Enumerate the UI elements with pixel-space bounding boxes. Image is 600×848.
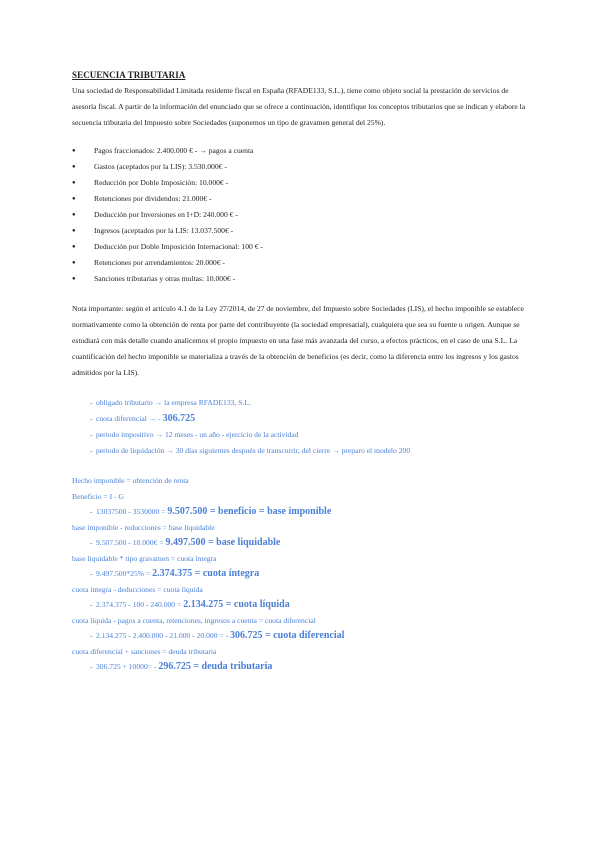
list-item: ● Retenciones por dividendos: 21.000€ -: [72, 191, 532, 207]
step-result: 2.374.375 = cuota íntegra: [152, 568, 260, 579]
step-calc: - 306.725 + 10000= - 296.725 = deuda tributaria: [72, 659, 532, 675]
concept-item: - cuota diferencial → - 306.725: [72, 411, 532, 427]
list-item: ● Pagos fraccionados: 2.400.000 € - → pagos a cuenta: [72, 143, 532, 159]
list-item: ● Deducción por Doble Imposición Internacional: 100 € -: [72, 239, 532, 255]
list-item: ● Sanciones tributarias y otras multas: 10.000€ -: [72, 271, 532, 287]
concept-item: - obligado tributario → la empresa RFADE133, S.L.: [72, 395, 532, 411]
list-item: ● Retenciones por arrendamientos: 20.000€ -: [72, 255, 532, 271]
document-title: SECUENCIA TRIBUTARIA: [72, 70, 186, 80]
tax-sequence: [72, 473, 532, 675]
intro-paragraph: Una sociedad de Responsabilidad Limitada residente fiscal en España (RFADE133, S.L.), tiene como objeto social la prestación de servicios de asesoría fiscal. A partir de la información del enunciado que se ofrece a continuación, identifique los conceptos tributarios que se indican y elabore la secuencia tributaria del Impuesto sobre Sociedades (suponemos un tipo de gravamen general del 25%).: [72, 86, 526, 127]
concept-value: 306.725: [162, 413, 196, 424]
important-note: Nota importante: según el artículo 4.1 de la Ley 27/2014, de 27 de noviembre, del Impuesto sobre Sociedades (LIS), el hecho imponible se establece normativamente como la obtención de renta por parte del contribuyente (la sociedad empresarial), cualquiera que sea su fuente u origen. Aunque se estudiará con más detalle cuando analicemos el propio impuesto en una fase más avanzada del curso, a efectos prácticos, en el caso de una S.L. La cuantificación del hecho imponible se materializa a través de la obtención de beneficios (es decir, como la diferencia entre los ingresos y los gastos admitidos por la LIS).: [72, 304, 524, 377]
concept-item: - periodo de liquidación → 30 días siguientes después de transcurrir, del cierre → preparo el modelo 200: [72, 443, 532, 459]
list-item: ● Ingresos (aceptados por la LIS: 13.037.500€ -: [72, 223, 532, 239]
step-calc: - 9.507.500 - 10.000€ = 9.497.500 = base liquidable: [72, 535, 532, 551]
step-label: cuota diferencial + sanciones = deuda tributaria: [72, 646, 217, 656]
concept-item: - periodo impositivo → 12 meses - un año - ejercicio de la actividad: [72, 427, 532, 443]
list-item: ● Reducción por Doble Imposición: 10.000€ -: [72, 175, 532, 191]
step-calc: - 13037500 - 3530000 = 9.507.500 = beneficio = base imponible: [72, 504, 532, 520]
step-result: 296.725 = deuda tributaria: [158, 661, 273, 672]
step-calc: - 2.374.375 - 100 - 240.000 = 2.134.275 = cuota líquida: [72, 597, 532, 613]
step-label: base imponible - reducciones = base liquidable: [72, 522, 215, 532]
step-label: cuota líquida - pagos a cuenta, retenciones, ingresos a cuenta = cuota diferencial: [72, 615, 316, 625]
step-calc: - 9.497.500*25% = 2.374.375 = cuota íntegra: [72, 566, 532, 582]
step-label: base liquidable * tipo gravamen = cuota íntegra: [72, 553, 217, 563]
tax-items-list: [72, 143, 532, 287]
step-result: 2.134.275 = cuota líquida: [183, 599, 290, 610]
step-result: 9.497.500 = base liquidable: [165, 537, 281, 548]
concepts-list: [72, 395, 532, 459]
list-item: ● Deducción por Inversiones en I+D: 240.000 € -: [72, 207, 532, 223]
document-page: [72, 70, 532, 675]
step-result: 306.725 = cuota diferencial: [230, 630, 345, 641]
step-calc: - 2.134.275 - 2.400.000 - 21.000 - 20.000 = - 306.725 = cuota diferencial: [72, 628, 532, 644]
step-label: Hecho imponible = obtención de renta Beneficio = I - G: [72, 476, 189, 501]
step-result: 9.507.500 = beneficio = base imponible: [167, 506, 332, 517]
list-item: ● Gastos (aceptados por la LIS): 3.530.000€ -: [72, 159, 532, 175]
step-label: cuota íntegra - deducciones = cuota líquida: [72, 584, 203, 594]
